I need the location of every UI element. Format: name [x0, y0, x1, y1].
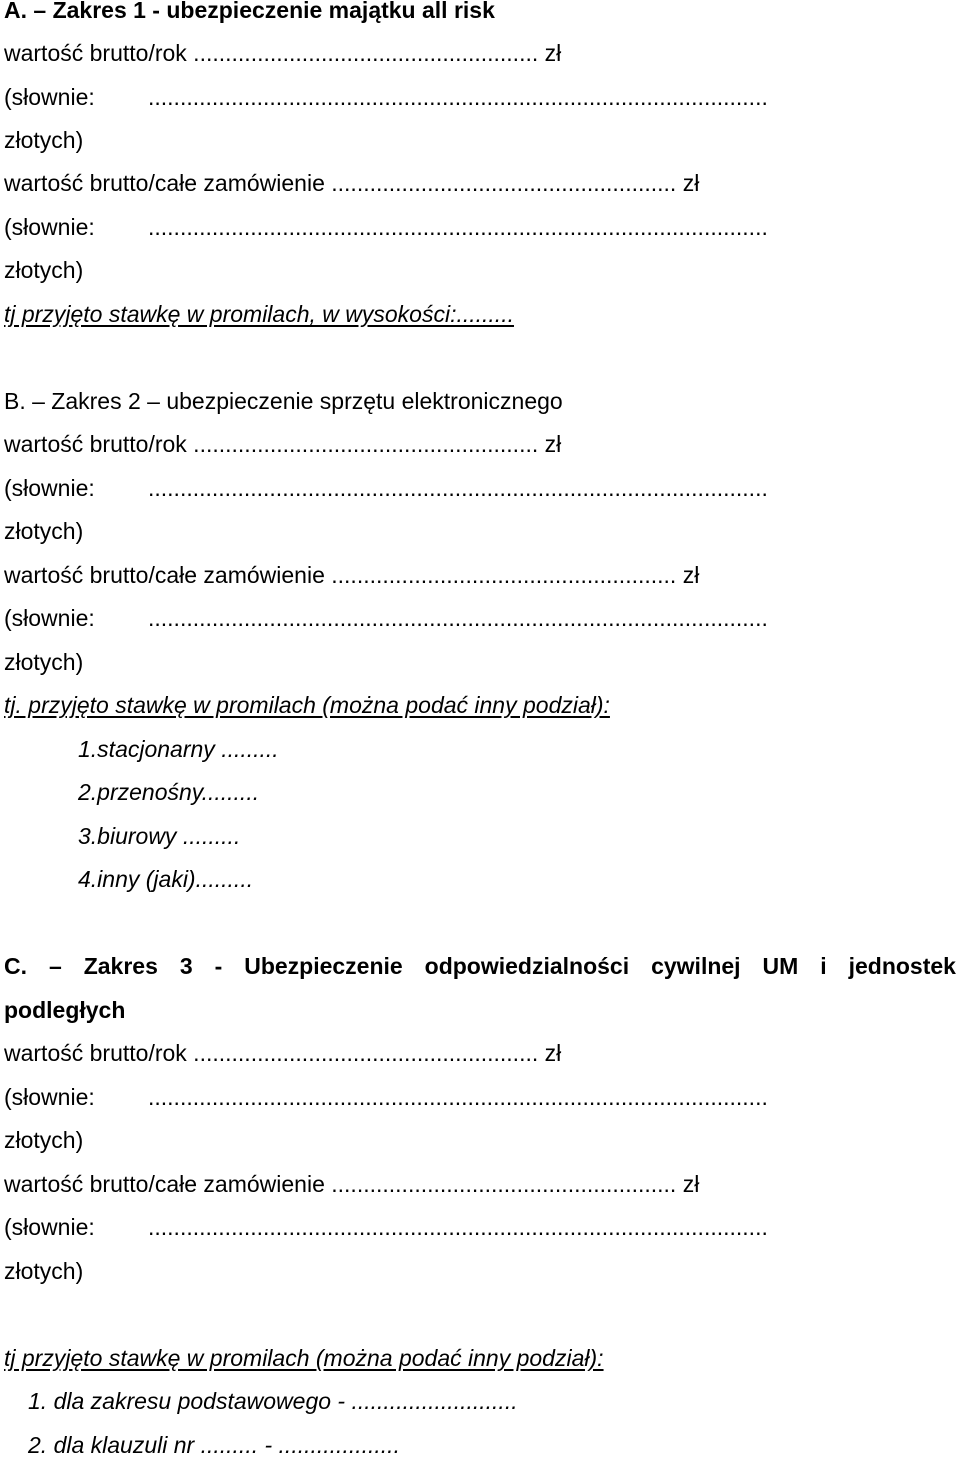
- gross-per-year-field: wartość brutto/rok ...................................................... zł: [4, 40, 562, 66]
- heading-word: cywilnej: [651, 953, 741, 979]
- currency-close: złotych): [4, 127, 84, 153]
- in-words-label: (słownie:: [4, 1214, 95, 1240]
- gross-per-year-field: wartość brutto/rok ...................................................... zł: [4, 431, 562, 457]
- in-words-dots: .................................................................................................: [148, 605, 768, 631]
- gross-whole-order-field: wartość brutto/całe zamówienie ...................................................... zł: [4, 562, 700, 588]
- heading-word: –: [48, 953, 62, 979]
- heading-word: Zakres: [83, 953, 158, 979]
- in-words-dots: .................................................................................................: [148, 475, 768, 501]
- section-c-heading: [4, 953, 956, 979]
- in-words-dots: .................................................................................................: [148, 1084, 768, 1110]
- currency-close: złotych): [4, 518, 84, 544]
- gross-per-year-field: wartość brutto/rok ...................................................... zł: [4, 1040, 562, 1066]
- currency-close: złotych): [4, 1258, 84, 1284]
- in-words-label: (słownie:: [4, 84, 95, 110]
- in-words-label: (słownie:: [4, 475, 95, 501]
- heading-word: jednostek: [848, 953, 956, 979]
- rate-intro: tj. przyjęto stawkę w promilach (można podać inny podział):: [4, 692, 610, 718]
- rate-item: 2. dla klauzuli nr ......... - ...................: [28, 1432, 400, 1458]
- rate-item: 3.biurowy .........: [78, 823, 241, 849]
- heading-word: 3: [179, 953, 193, 979]
- section-c-heading-cont: podległych: [4, 997, 126, 1023]
- rate-item: 2.przenośny.........: [78, 779, 260, 805]
- currency-close: złotych): [4, 1127, 84, 1153]
- rate-intro: tj przyjęto stawkę w promilach (można podać inny podział):: [4, 1345, 604, 1371]
- in-words-label: (słownie:: [4, 1084, 95, 1110]
- gross-whole-order-field: wartość brutto/całe zamówienie ...................................................... zł: [4, 170, 700, 196]
- rate-item: 4.inny (jaki).........: [78, 866, 254, 892]
- heading-word: -: [214, 953, 223, 979]
- section-a-heading: A. – Zakres 1 - ubezpieczenie majątku all risk: [4, 0, 495, 23]
- in-words-label: (słownie:: [4, 214, 95, 240]
- in-words-dots: .................................................................................................: [148, 214, 768, 240]
- currency-close: złotych): [4, 257, 84, 283]
- in-words-dots: .................................................................................................: [148, 1214, 768, 1240]
- in-words-label: (słownie:: [4, 605, 95, 631]
- rate-item: 1. dla zakresu podstawowego - ..........................: [28, 1388, 518, 1414]
- heading-word: odpowiedzialności: [424, 953, 630, 979]
- heading-word: UM: [762, 953, 799, 979]
- heading-word: C.: [4, 953, 27, 979]
- heading-word: i: [820, 953, 827, 979]
- rate-line: tj przyjęto stawkę w promilach, w wysokości:.........: [4, 301, 514, 327]
- currency-close: złotych): [4, 649, 84, 675]
- section-b-heading: B. – Zakres 2 – ubezpieczenie sprzętu elektronicznego: [4, 388, 563, 414]
- heading-word: Ubezpieczenie: [244, 953, 403, 979]
- in-words-dots: .................................................................................................: [148, 84, 768, 110]
- rate-item: 1.stacjonarny .........: [78, 736, 279, 762]
- gross-whole-order-field: wartość brutto/całe zamówienie ...................................................... zł: [4, 1171, 700, 1197]
